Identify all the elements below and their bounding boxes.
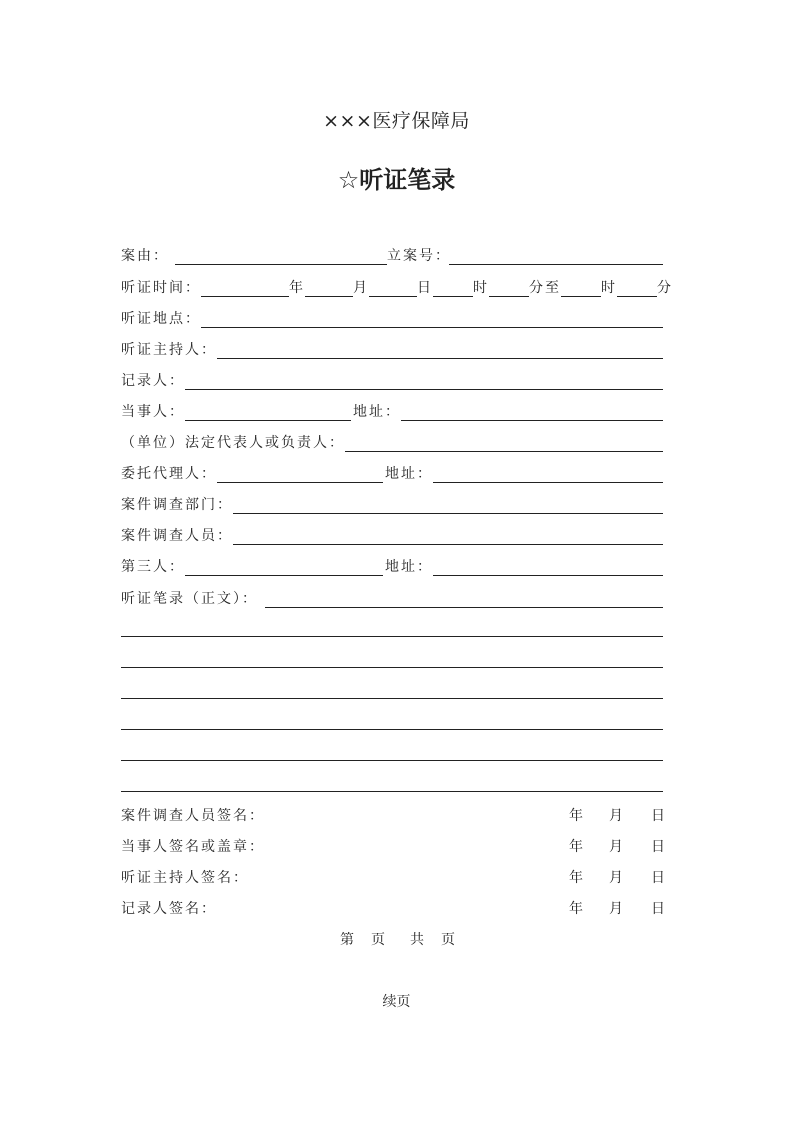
signature-year: 年 xyxy=(569,870,585,886)
investigators-label: 案件调查人员： xyxy=(121,528,233,544)
record-body-label: 听证笔录（正文）： xyxy=(121,591,258,607)
continued-page-label: 续页 xyxy=(382,994,411,1010)
row-case-reason xyxy=(121,246,663,268)
signature-investigators xyxy=(121,806,666,828)
agent-label: 委托代理人： xyxy=(121,466,217,482)
hearing-day-field[interactable] xyxy=(369,296,417,297)
minute2-label: 分 xyxy=(657,280,673,296)
signature-year: 年 xyxy=(569,901,585,917)
page-ye: 页 xyxy=(371,932,385,948)
year-label: 年 xyxy=(289,280,305,296)
dept-field[interactable] xyxy=(233,513,663,514)
signature-year: 年 xyxy=(569,808,585,824)
record-body-line[interactable] xyxy=(121,729,663,730)
hearing-month-field[interactable] xyxy=(305,296,353,297)
row-legal-rep xyxy=(121,433,663,455)
case-reason-label: 案由： xyxy=(121,248,169,264)
total-ye: 页 xyxy=(441,932,455,948)
minute-to-label: 分至 xyxy=(529,280,561,296)
legal-rep-field[interactable] xyxy=(345,451,663,452)
dept-label: 案件调查部门： xyxy=(121,497,233,513)
host-label: 听证主持人： xyxy=(121,342,217,358)
record-body-line[interactable] xyxy=(121,760,663,761)
signature-label: 当事人签名或盖章： xyxy=(121,839,265,855)
hearing-time-label: 听证时间： xyxy=(121,280,201,296)
row-investigators xyxy=(121,526,663,548)
party-field[interactable] xyxy=(185,420,351,421)
case-reason-field[interactable] xyxy=(175,264,387,265)
signature-party xyxy=(121,837,666,859)
investigators-field[interactable] xyxy=(233,544,663,545)
total-gong: 共 xyxy=(410,932,424,948)
signature-month: 月 xyxy=(609,839,625,855)
signature-day: 日 xyxy=(651,808,667,824)
party-label: 当事人： xyxy=(121,404,185,420)
recorder-field[interactable] xyxy=(185,389,663,390)
signature-label: 听证主持人签名： xyxy=(121,870,249,886)
hearing-end-minute-field[interactable] xyxy=(617,296,657,297)
hour2-label: 时 xyxy=(601,280,617,296)
third-party-label: 第三人： xyxy=(121,559,185,575)
party-address-field[interactable] xyxy=(401,420,663,421)
signature-year: 年 xyxy=(569,839,585,855)
signature-label: 案件调查人员签名： xyxy=(121,808,265,824)
location-field[interactable] xyxy=(201,327,663,328)
organization-name: ×××医疗保障局 xyxy=(323,110,470,132)
row-hearing-time xyxy=(121,278,681,300)
signature-month: 月 xyxy=(609,808,625,824)
day-label: 日 xyxy=(417,280,433,296)
third-address-field[interactable] xyxy=(433,575,663,576)
signature-host xyxy=(121,868,666,890)
signature-label: 记录人签名： xyxy=(121,901,217,917)
third-address-label: 地址： xyxy=(385,559,433,575)
row-host xyxy=(121,340,663,362)
record-body-line[interactable] xyxy=(121,636,663,637)
signature-day: 日 xyxy=(651,839,667,855)
legal-rep-label: （单位）法定代表人或负责人： xyxy=(121,435,345,451)
row-agent xyxy=(121,464,663,486)
record-body-line[interactable] xyxy=(121,791,663,792)
month-label: 月 xyxy=(353,280,369,296)
record-body-line[interactable] xyxy=(121,698,663,699)
signature-month: 月 xyxy=(609,870,625,886)
hearing-year-field[interactable] xyxy=(201,296,289,297)
signature-recorder xyxy=(121,899,666,921)
signature-month: 月 xyxy=(609,901,625,917)
agent-address-field[interactable] xyxy=(433,482,663,483)
record-body-line[interactable] xyxy=(121,667,663,668)
row-dept xyxy=(121,495,663,517)
row-location xyxy=(121,309,663,331)
recorder-label: 记录人： xyxy=(121,373,185,389)
row-recorder xyxy=(121,371,663,393)
hearing-minute-field[interactable] xyxy=(489,296,529,297)
location-label: 听证地点： xyxy=(121,311,201,327)
agent-address-label: 地址： xyxy=(385,466,433,482)
page-di: 第 xyxy=(340,932,354,948)
signature-day: 日 xyxy=(651,870,667,886)
case-no-label: 立案号： xyxy=(387,248,451,264)
row-third-party xyxy=(121,557,663,579)
agent-field[interactable] xyxy=(217,482,383,483)
row-record-body xyxy=(121,589,663,611)
party-address-label: 地址： xyxy=(353,404,401,420)
case-no-field[interactable] xyxy=(449,264,663,265)
hearing-hour-field[interactable] xyxy=(433,296,473,297)
page-title: ☆听证笔录 xyxy=(337,166,456,194)
third-party-field[interactable] xyxy=(185,575,383,576)
hour-label: 时 xyxy=(473,280,489,296)
signature-day: 日 xyxy=(651,901,667,917)
hearing-end-hour-field[interactable] xyxy=(561,296,601,297)
row-party xyxy=(121,402,663,424)
record-body-first-line[interactable] xyxy=(265,607,663,608)
host-field[interactable] xyxy=(217,358,663,359)
